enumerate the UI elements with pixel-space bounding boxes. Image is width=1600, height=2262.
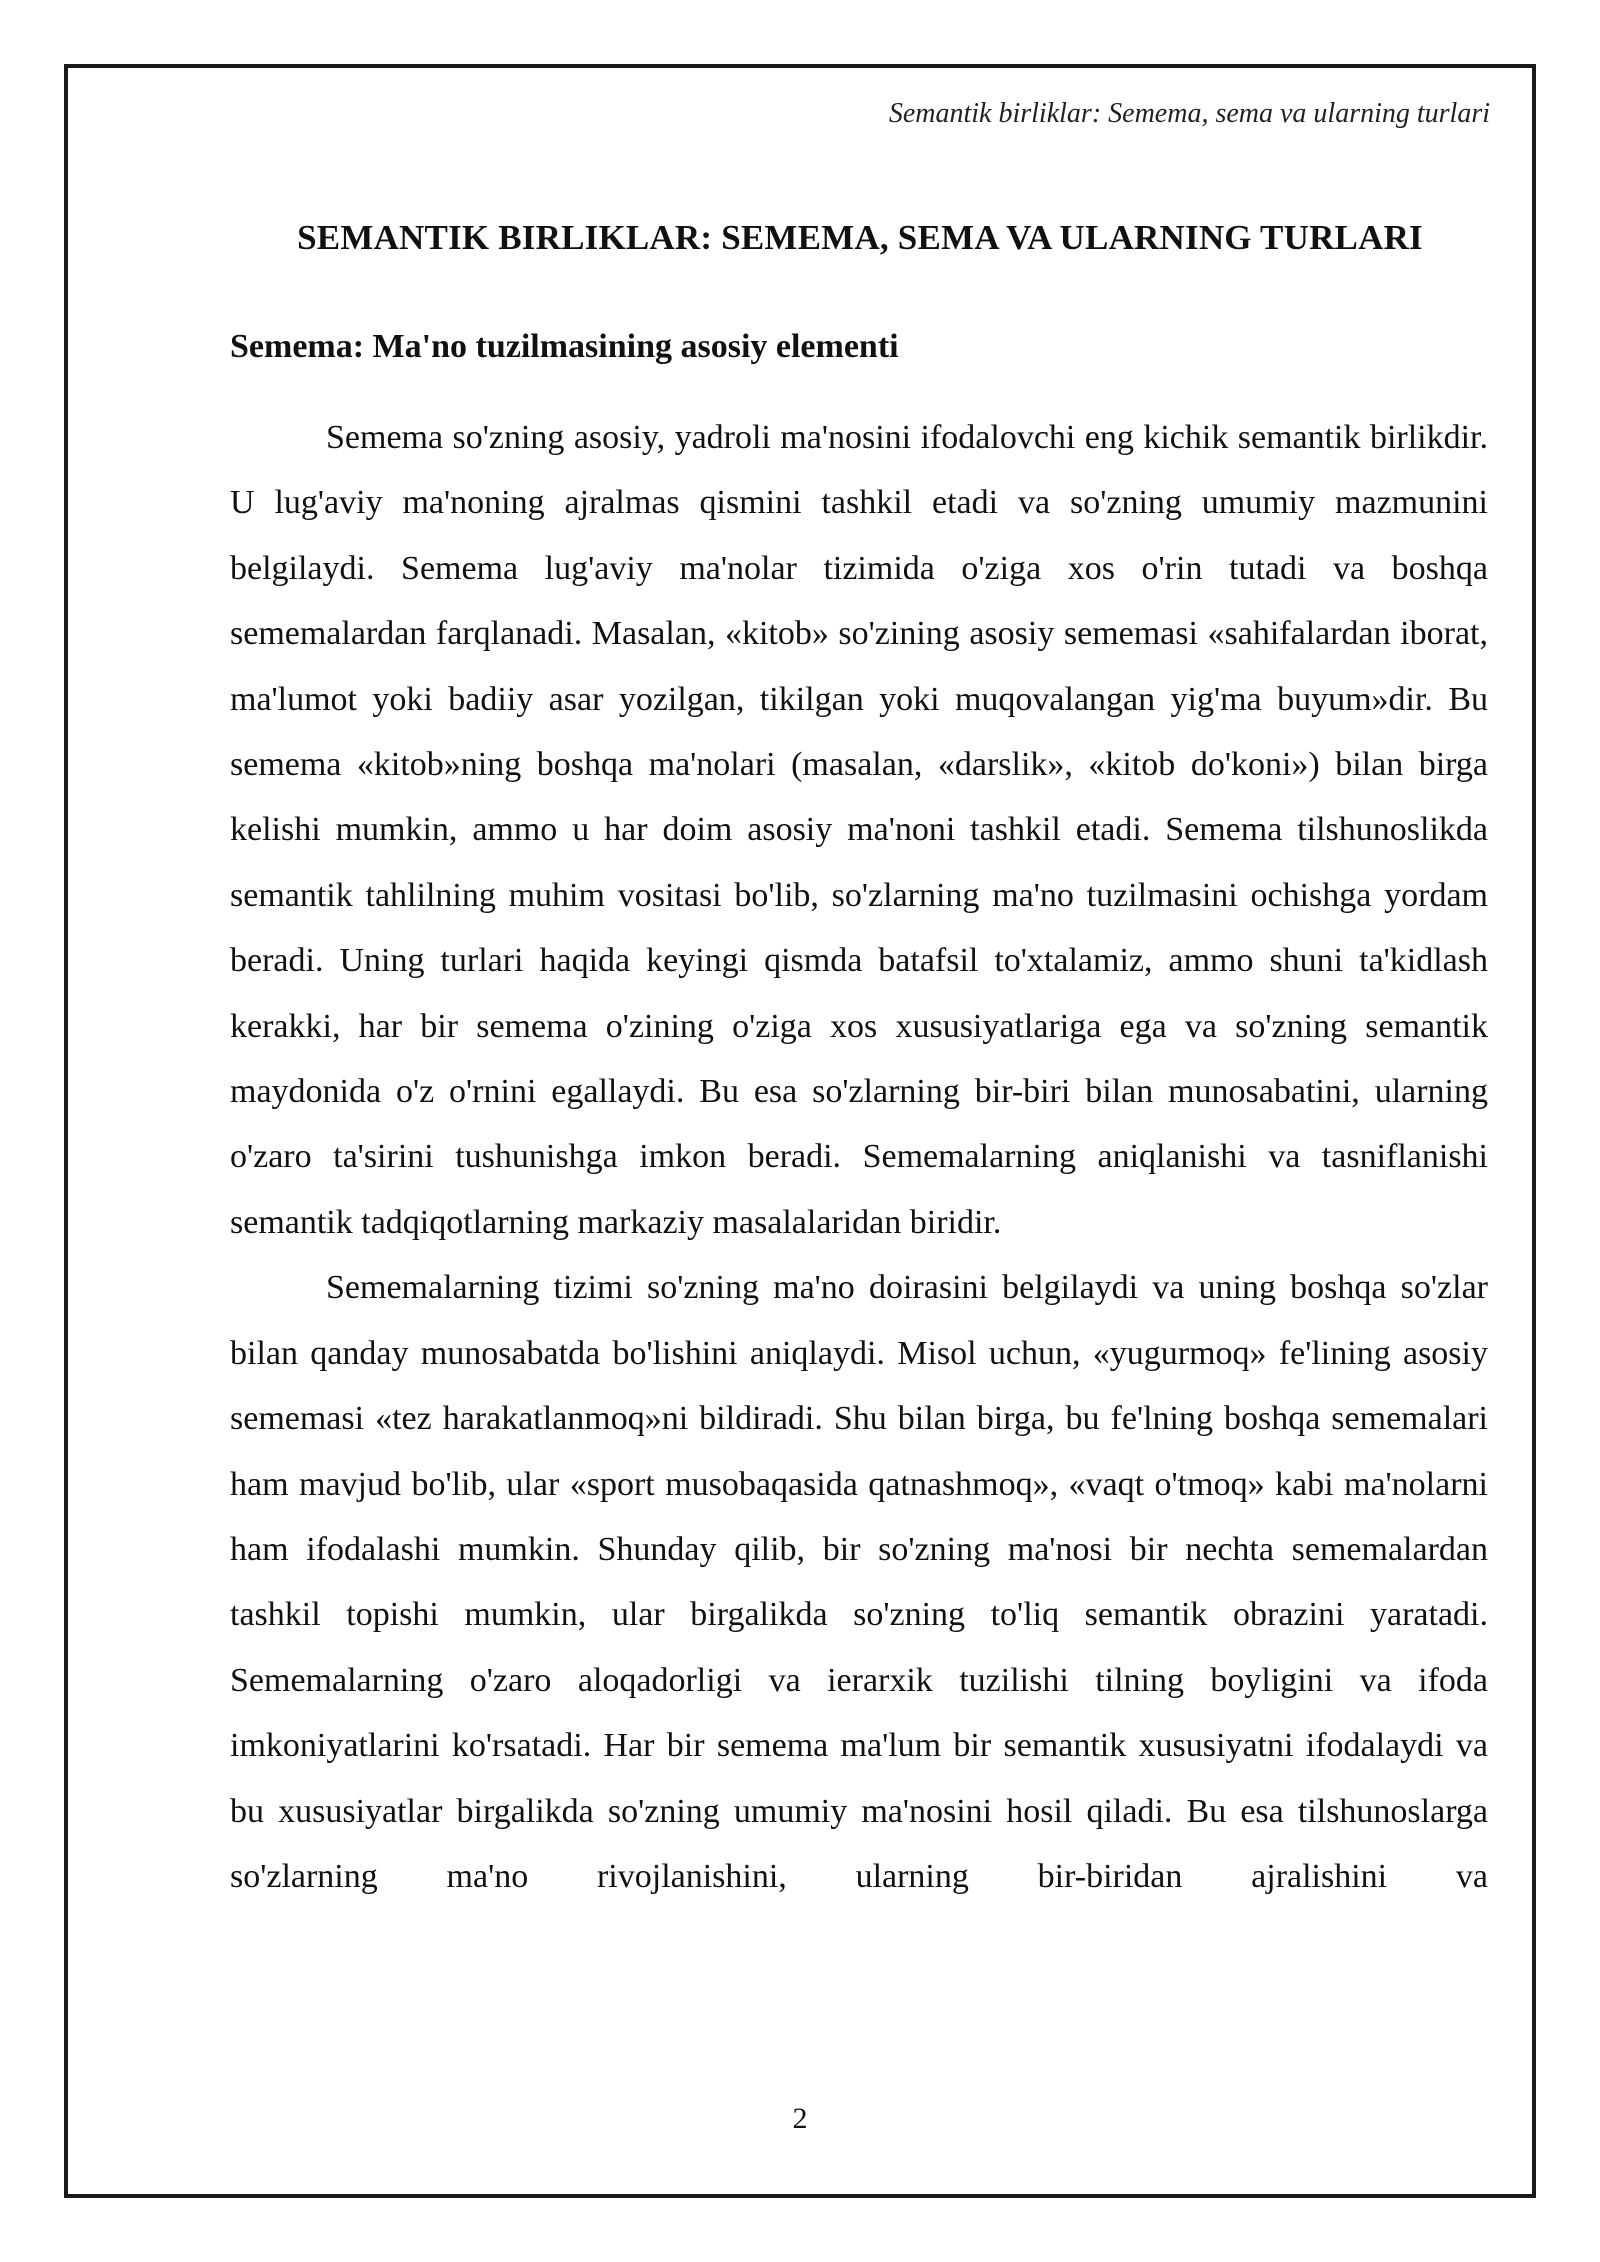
paragraph: Semema so'zning asosiy, yadroli ma'nosini ifodalovchi eng kichik semantik birlikdir. U lug'aviy ma'noning ajralmas qismini tashkil etadi va so'zning umumiy mazmunini belgilaydi. Semema lug'aviy ma'nolar tizimida o'ziga xos o'rin tutadi va boshqa sememalardan farqlanadi. Masalan, «kitob» so'zining asosiy sememasi «sahifalardan iborat, ma'lumot yoki badiiy asar yozilgan, tikilgan yoki muqovalangan yig'ma buyum»dir. Bu semema «kitob»ning boshqa ma'nolari (masalan, «darslik», «kitob do'koni») bilan birga kelishi mumkin, ammo u har doim asosiy ma'noni tashkil etadi. Semema tilshunoslikda semantik tahlilning muhim vositasi bo'lib, so'zlarning ma'no tuzilmasini ochishga yordam beradi. Uning turlari haqida keyingi qismda batafsil to'xtalamiz, ammo shuni ta'kidlash kerakki, har bir semema o'zining o'ziga xos xususiyatlariga ega va so'zning semantik maydonida o'z o'rnini egallaydi. Bu esa so'zlarning bir-biri bilan munosabatini, ularning o'zaro ta'sirini tushunishga imkon beradi. Sememalarning aniqlanishi va tasniflanishi semantik tadqiqotlarning markaziy masalalaridan biridir. xyxy=(230,419,1488,1241)
running-header: Semantik birliklar: Semema, sema va ularning turlari xyxy=(888,98,1490,129)
section-heading: Semema: Ma'no tuzilmasining asosiy elementi xyxy=(230,328,899,365)
body-text xyxy=(230,405,1488,1909)
page-number: 2 xyxy=(792,2102,808,2135)
paragraph: Sememalarning tizimi so'zning ma'no doirasini belgilaydi va uning boshqa so'zlar bilan qanday munosabatda bo'lishini aniqlaydi. Misol uchun, «yugurmoq» fe'lining asosiy sememasi «tez harakatlanmoq»ni bildiradi. Shu bilan birga, bu fe'lning boshqa sememalari ham mavjud bo'lib, ular «sport musobaqasida qatnashmoq», «vaqt o'tmoq» kabi ma'nolarni ham ifodalashi mumkin. Shunday qilib, bir so'zning ma'nosi bir nechta sememalardan tashkil topishi mumkin, ular birgalikda so'zning to'liq semantik obrazini yaratadi. Sememalarning o'zaro aloqadorligi va ierarxik tuzilishi tilning boyligini va ifoda imkoniyatlarini ko'rsatadi. Har bir semema ma'lum bir semantik xususiyatni ifodalaydi va bu xususiyatlar birgalikda so'zning umumiy ma'nosini hosil qiladi. Bu esa tilshunoslarga so'zlarning ma'no rivojlanishini, ularning bir-biridan ajralishini va xyxy=(230,1269,1488,1895)
document-title: SEMANTIK BIRLIKLAR: SEMEMA, SEMA VA ULARNING TURLARI xyxy=(297,218,1423,257)
